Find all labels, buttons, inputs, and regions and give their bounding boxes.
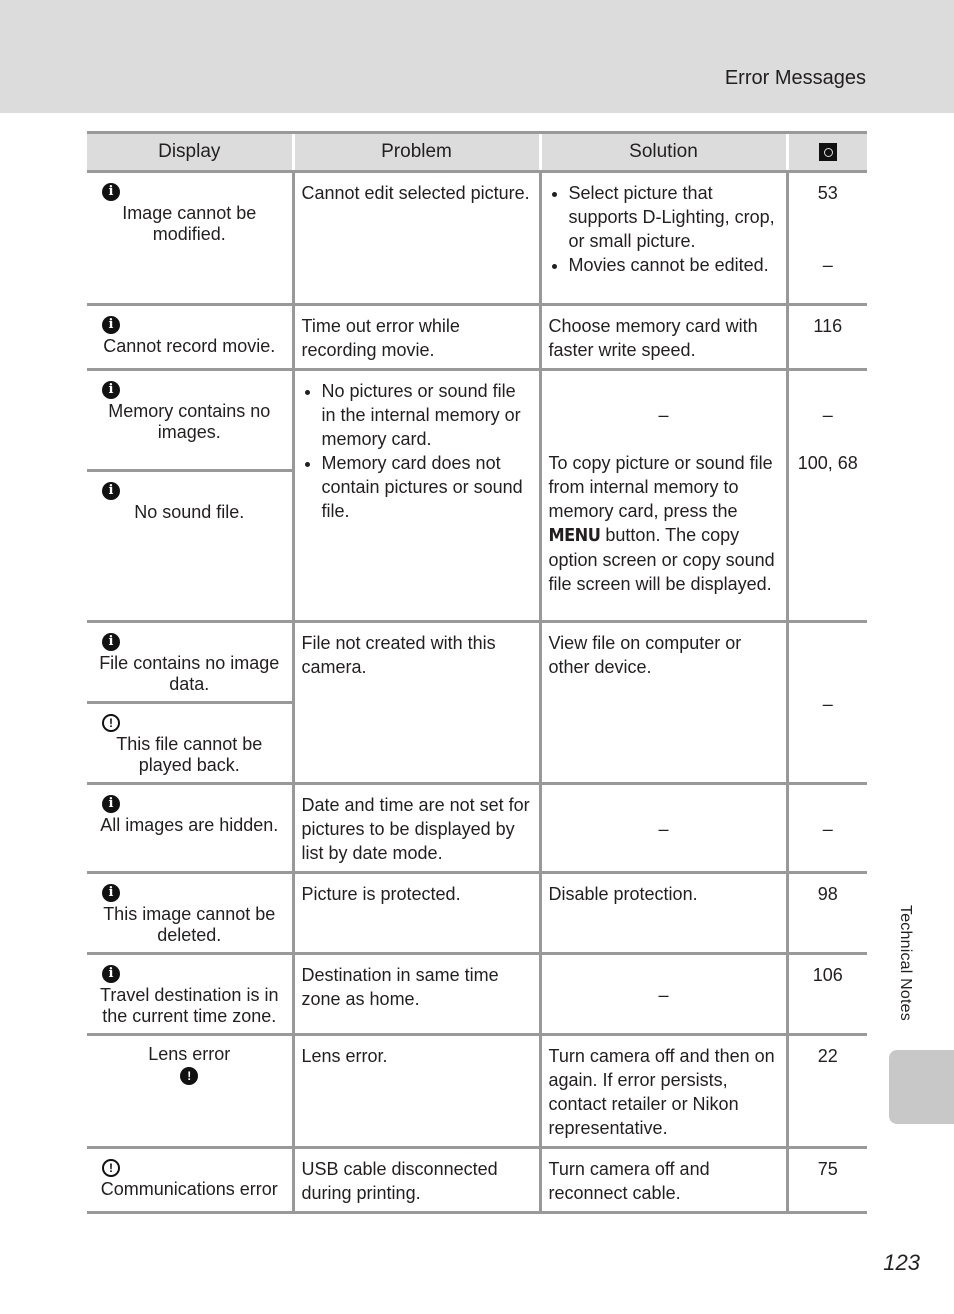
table-row bbox=[87, 784, 867, 873]
display-cell bbox=[87, 784, 293, 873]
display-message: This file cannot be played back. bbox=[116, 734, 263, 775]
problem-cell: Cannot edit selected picture. bbox=[293, 172, 540, 305]
display-message: Communications error bbox=[100, 1179, 278, 1199]
chapter-tab bbox=[889, 1050, 954, 1124]
solution-cell: Turn camera off and reconnect cable. bbox=[540, 1148, 787, 1213]
header-display: Display bbox=[87, 133, 293, 172]
warning-icon: ! bbox=[180, 1067, 198, 1085]
table-header-row bbox=[87, 133, 867, 172]
display-message: Cannot record movie. bbox=[103, 336, 276, 356]
problem-cell bbox=[293, 370, 540, 622]
display-cell bbox=[87, 370, 293, 471]
solution-cell bbox=[540, 370, 787, 622]
info-icon: i bbox=[102, 183, 120, 201]
table-row bbox=[87, 873, 867, 954]
display-cell bbox=[87, 954, 293, 1035]
table-row bbox=[87, 1035, 867, 1148]
solution-text-part: To copy picture or sound file from internal memory to memory card, press the bbox=[548, 453, 773, 521]
reference-cell: 75 bbox=[787, 1148, 867, 1213]
reference-cell: 22 bbox=[787, 1035, 867, 1148]
page-reference: 53 bbox=[817, 183, 838, 203]
display-message: Image cannot be modified. bbox=[122, 203, 257, 244]
problem-bullet: • Memory card does not contain pictures or sound file. bbox=[322, 451, 532, 523]
page-reference: 100, 68 bbox=[797, 453, 858, 473]
display-message: All images are hidden. bbox=[100, 815, 279, 835]
reference-cell: 106 bbox=[787, 954, 867, 1035]
reference-cell: – bbox=[787, 784, 867, 873]
solution-text: – bbox=[658, 405, 669, 425]
header-reference bbox=[787, 133, 867, 172]
problem-cell: Picture is protected. bbox=[293, 873, 540, 954]
section-title: Error Messages bbox=[724, 67, 866, 89]
display-cell bbox=[87, 1148, 293, 1213]
error-messages-table bbox=[87, 131, 867, 1214]
reference-cell: 98 bbox=[787, 873, 867, 954]
problem-cell: Time out error while recording movie. bbox=[293, 305, 540, 370]
table-row bbox=[87, 954, 867, 1035]
display-cell bbox=[87, 703, 293, 784]
solution-text bbox=[549, 451, 779, 596]
solution-bullet: • Movies cannot be edited. bbox=[569, 253, 779, 277]
chapter-side-label: Technical Notes bbox=[897, 905, 914, 1021]
page-reference-icon bbox=[819, 143, 837, 161]
page-reference: – bbox=[822, 405, 833, 425]
info-icon: i bbox=[102, 633, 120, 651]
problem-bullet: • No pictures or sound file in the internal memory or memory card. bbox=[322, 379, 532, 451]
table-row bbox=[87, 172, 867, 305]
page-number: 123 bbox=[883, 1250, 920, 1275]
reference-cell bbox=[787, 172, 867, 305]
display-cell bbox=[87, 622, 293, 703]
display-cell bbox=[87, 873, 293, 954]
warning-icon: ! bbox=[102, 1159, 120, 1177]
reference-cell: – bbox=[787, 622, 867, 784]
table-row bbox=[87, 305, 867, 370]
info-icon: i bbox=[102, 482, 120, 500]
table-row bbox=[87, 370, 867, 471]
info-icon: i bbox=[102, 884, 120, 902]
problem-cell: Date and time are not set for pictures to be displayed by list by date mode. bbox=[293, 784, 540, 873]
reference-cell bbox=[787, 370, 867, 622]
info-icon: i bbox=[102, 795, 120, 813]
display-message: Travel destination is in the current time zone. bbox=[100, 985, 279, 1026]
header-solution: Solution bbox=[540, 133, 787, 172]
display-message: No sound file. bbox=[134, 502, 245, 522]
warning-icon: ! bbox=[102, 714, 120, 732]
solution-cell: Turn camera off and then on again. If error persists, contact retailer or Nikon representative. bbox=[540, 1035, 787, 1148]
info-icon: i bbox=[102, 316, 120, 334]
display-message: Memory contains no images. bbox=[108, 401, 271, 442]
solution-cell: – bbox=[540, 784, 787, 873]
menu-button-icon: MENU bbox=[548, 525, 601, 546]
display-cell bbox=[87, 305, 293, 370]
solution-text-part: button. The copy option screen or copy sound file screen will be displayed. bbox=[548, 525, 775, 594]
table-row bbox=[87, 1148, 867, 1213]
solution-cell: Disable protection. bbox=[540, 873, 787, 954]
problem-cell: USB cable disconnected during printing. bbox=[293, 1148, 540, 1213]
solution-cell: – bbox=[540, 954, 787, 1035]
display-message: This image cannot be deleted. bbox=[103, 904, 276, 945]
header-band bbox=[0, 0, 954, 113]
display-message: File contains no image data. bbox=[99, 653, 280, 694]
info-icon: i bbox=[102, 965, 120, 983]
display-cell bbox=[87, 172, 293, 305]
problem-cell: Lens error. bbox=[293, 1035, 540, 1148]
problem-cell: Destination in same time zone as home. bbox=[293, 954, 540, 1035]
solution-bullet: • Select picture that supports D-Lighting, crop, or small picture. bbox=[569, 181, 779, 253]
header-problem: Problem bbox=[293, 133, 540, 172]
info-icon: i bbox=[102, 381, 120, 399]
display-cell bbox=[87, 1035, 293, 1148]
solution-cell: Choose memory card with faster write speed. bbox=[540, 305, 787, 370]
table-row bbox=[87, 622, 867, 703]
solution-cell bbox=[540, 172, 787, 305]
page-reference: – bbox=[822, 255, 833, 275]
reference-cell: 116 bbox=[787, 305, 867, 370]
problem-cell: File not created with this camera. bbox=[293, 622, 540, 784]
display-cell bbox=[87, 471, 293, 622]
solution-cell: View file on computer or other device. bbox=[540, 622, 787, 784]
display-message: Lens error bbox=[148, 1044, 231, 1064]
